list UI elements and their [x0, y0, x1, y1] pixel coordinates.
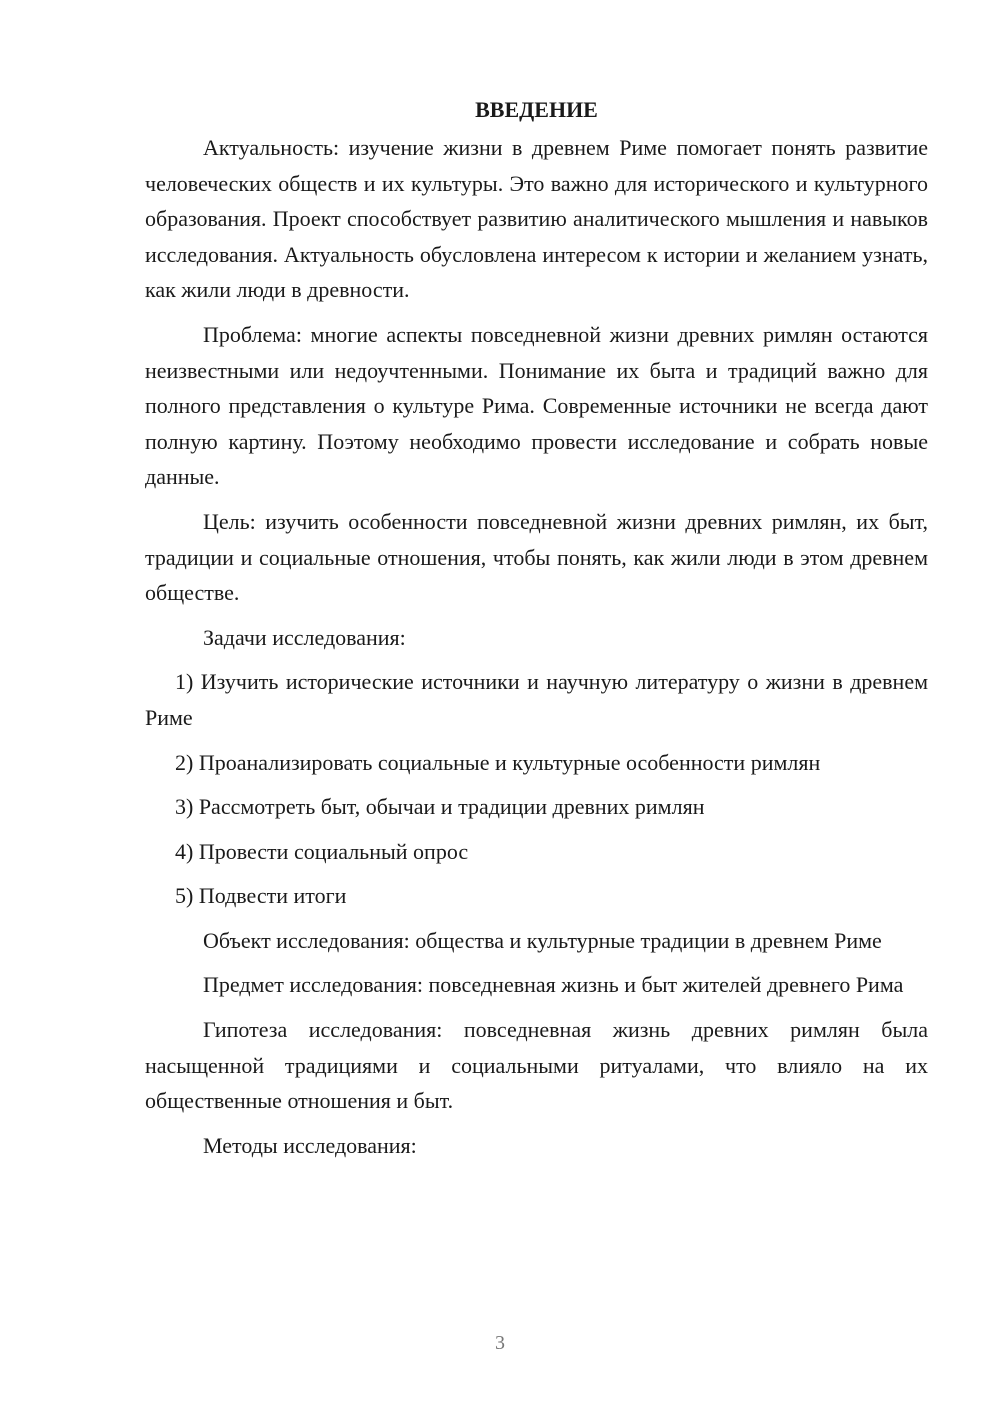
- list-item: 3) Рассмотреть быт, обычаи и традиции древних римлян: [175, 794, 705, 820]
- list-item: 2) Проанализировать социальные и культурные особенности римлян: [175, 749, 821, 775]
- tasks-heading: Задачи исследования:: [203, 624, 406, 650]
- page-title: ВВЕДЕНИЕ: [475, 97, 598, 122]
- paragraph-goal: Цель: изучить особенности повседневной жизни древних римлян, их быт, традиции и социальные отношения, чтобы понять, как жили люди в этом древнем обществе.: [145, 508, 928, 606]
- paragraph-object: Объект исследования: общества и культурные традиции в древнем Риме: [203, 927, 882, 953]
- paragraph-subject: Предмет исследования: повседневная жизнь и быт жителей древнего Рима: [203, 972, 904, 998]
- paragraph-problem: Проблема: многие аспекты повседневной жизни древних римлян остаются неизвестными или недоучтенными. Понимание их быта и традиций важно для полного представления о культуре Рима. Современные источники не всегда дают полную картину. Поэтому необходимо провести исследование и собрать новые данные.: [145, 321, 928, 490]
- methods-heading: Методы исследования:: [203, 1132, 417, 1158]
- paragraph-hypothesis: Гипотеза исследования: повседневная жизнь древних римлян была насыщенной традициями и социальными ритуалами, что влияло на их общественные отношения и быт.: [145, 1017, 928, 1114]
- list-item: 5) Подвести итоги: [175, 883, 347, 909]
- tasks-list: [145, 664, 928, 914]
- page-number: 3: [495, 1332, 505, 1354]
- paragraph-actuality: Актуальность: изучение жизни в древнем Риме помогает понять развитие человеческих обществ и их культуры. Это важно для исторического и культурного образования. Проект способствует развитию аналитического мышления и навыков исследования. Актуальность обусловлена интересом к истории и желанием узнать, как жили люди в древности.: [145, 135, 928, 303]
- document-page: [145, 92, 928, 1163]
- list-item: 4) Провести социальный опрос: [175, 838, 469, 864]
- list-item: 1) Изучить исторические источники и научную литературу о жизни в древнем Риме: [145, 669, 928, 730]
